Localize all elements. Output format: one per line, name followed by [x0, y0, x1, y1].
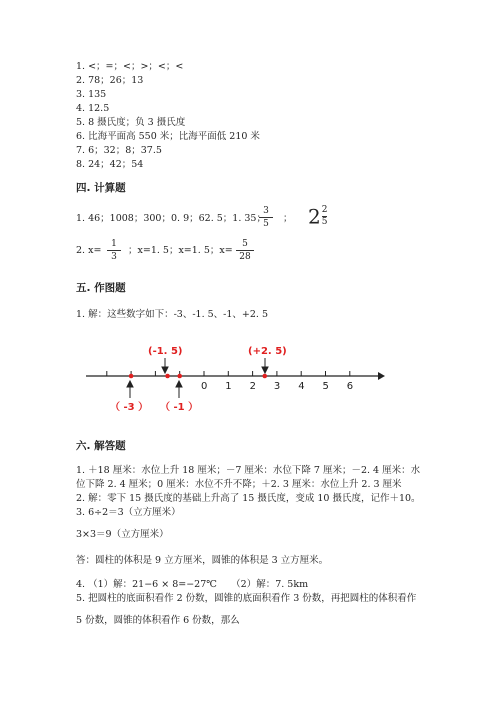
section-5-title: 五. 作图题	[76, 282, 126, 294]
label-plus-2-5: (+2. 5)	[248, 346, 287, 357]
solution-line-1: 1. ＋18 厘米：水位上升 18 厘米；－7 厘米：水位下降 7 厘米；－2. 4 厘米：水	[76, 465, 421, 476]
answer-line-4: 4. 12.5	[76, 103, 110, 114]
tick-label-2: 2	[249, 381, 256, 392]
answer-line-3: 3. 135	[76, 89, 107, 100]
point--1.5	[165, 374, 170, 379]
calc-line-2-mid: ；x=1. 5；x=1. 5；x=	[128, 245, 233, 256]
fraction-1-3: 1 3	[107, 239, 121, 262]
tick-label-6: 6	[346, 381, 354, 392]
answer-line-7: 7. 6；32；8；37.5	[76, 145, 162, 156]
solution-line-2: 位下降 2. 4 厘米；0 厘米：水位不升不降；＋2. 3 厘米：水位上升 2. 3 厘米	[76, 479, 402, 490]
answer-line-8: 8. 24；42；54	[76, 159, 144, 170]
section-6-title: 六. 解答题	[76, 440, 126, 452]
tick-label-4: 4	[298, 381, 305, 392]
label-minus-1: （ -1 ）	[160, 402, 199, 413]
drawing-answer: 1. 解：这些数字如下：-3、-1. 5、-1、+2. 5	[76, 309, 269, 320]
solution-line-9: 5 份数，圆锥的体积看作 6 份数，那么	[76, 615, 240, 626]
point--3	[129, 374, 134, 379]
point--1	[177, 374, 182, 379]
calc-line-1: 1. 46；1008；300；0. 9；62. 5；1. 35；	[76, 213, 266, 224]
number-line	[80, 338, 390, 418]
solution-line-6: 答：圆柱的体积是 9 立方厘米，圆锥的体积是 3 立方厘米。	[76, 555, 329, 566]
tick-label-0: 0	[201, 381, 208, 392]
tick-label-3: 3	[273, 381, 281, 392]
calc-separator: ；	[283, 213, 293, 224]
mixed-number: 2 $\frac{2}{5}$	[308, 204, 328, 229]
solution-line-3: 2. 解：零下 15 摄氏度的基础上升高了 15 摄氏度，变成 10 摄氏度，记作＋10。	[76, 493, 421, 504]
answer-line-6: 6. 比海平面高 550 米；比海平面低 210 米	[76, 131, 260, 142]
fraction-5-28: 5 28	[236, 239, 254, 262]
fraction-3-5: 3 5	[259, 206, 273, 229]
answer-line-1: 1. <；=；<；>；<；<	[76, 61, 184, 72]
label-minus-1-5: (-1. 5)	[148, 346, 183, 357]
solution-line-4: 3. 6÷2＝3（立方厘米）	[76, 507, 181, 518]
solution-line-7: 4. （1）解：21−6 × 8=−27℃ （2）解：7. 5km	[76, 579, 309, 590]
answer-line-5: 5. 8 摄氏度；负 3 摄氏度	[76, 117, 186, 128]
calc-line-2-prefix: 2. x=	[76, 245, 102, 256]
tick-label-1: 1	[225, 381, 232, 392]
label-minus-3: （ -3 ）	[110, 402, 149, 413]
solution-line-8: 5. 把圆柱的底面积看作 2 份数，圆锥的底面积看作 3 份数，再把圆柱的体积看作	[76, 593, 417, 604]
solution-line-5: 3×3＝9（立方厘米）	[76, 529, 169, 540]
point-2.5	[262, 374, 267, 379]
tick-label-5: 5	[322, 381, 329, 392]
section-4-title: 四. 计算题	[76, 182, 126, 194]
answer-line-2: 2. 78；26；13	[76, 75, 144, 86]
